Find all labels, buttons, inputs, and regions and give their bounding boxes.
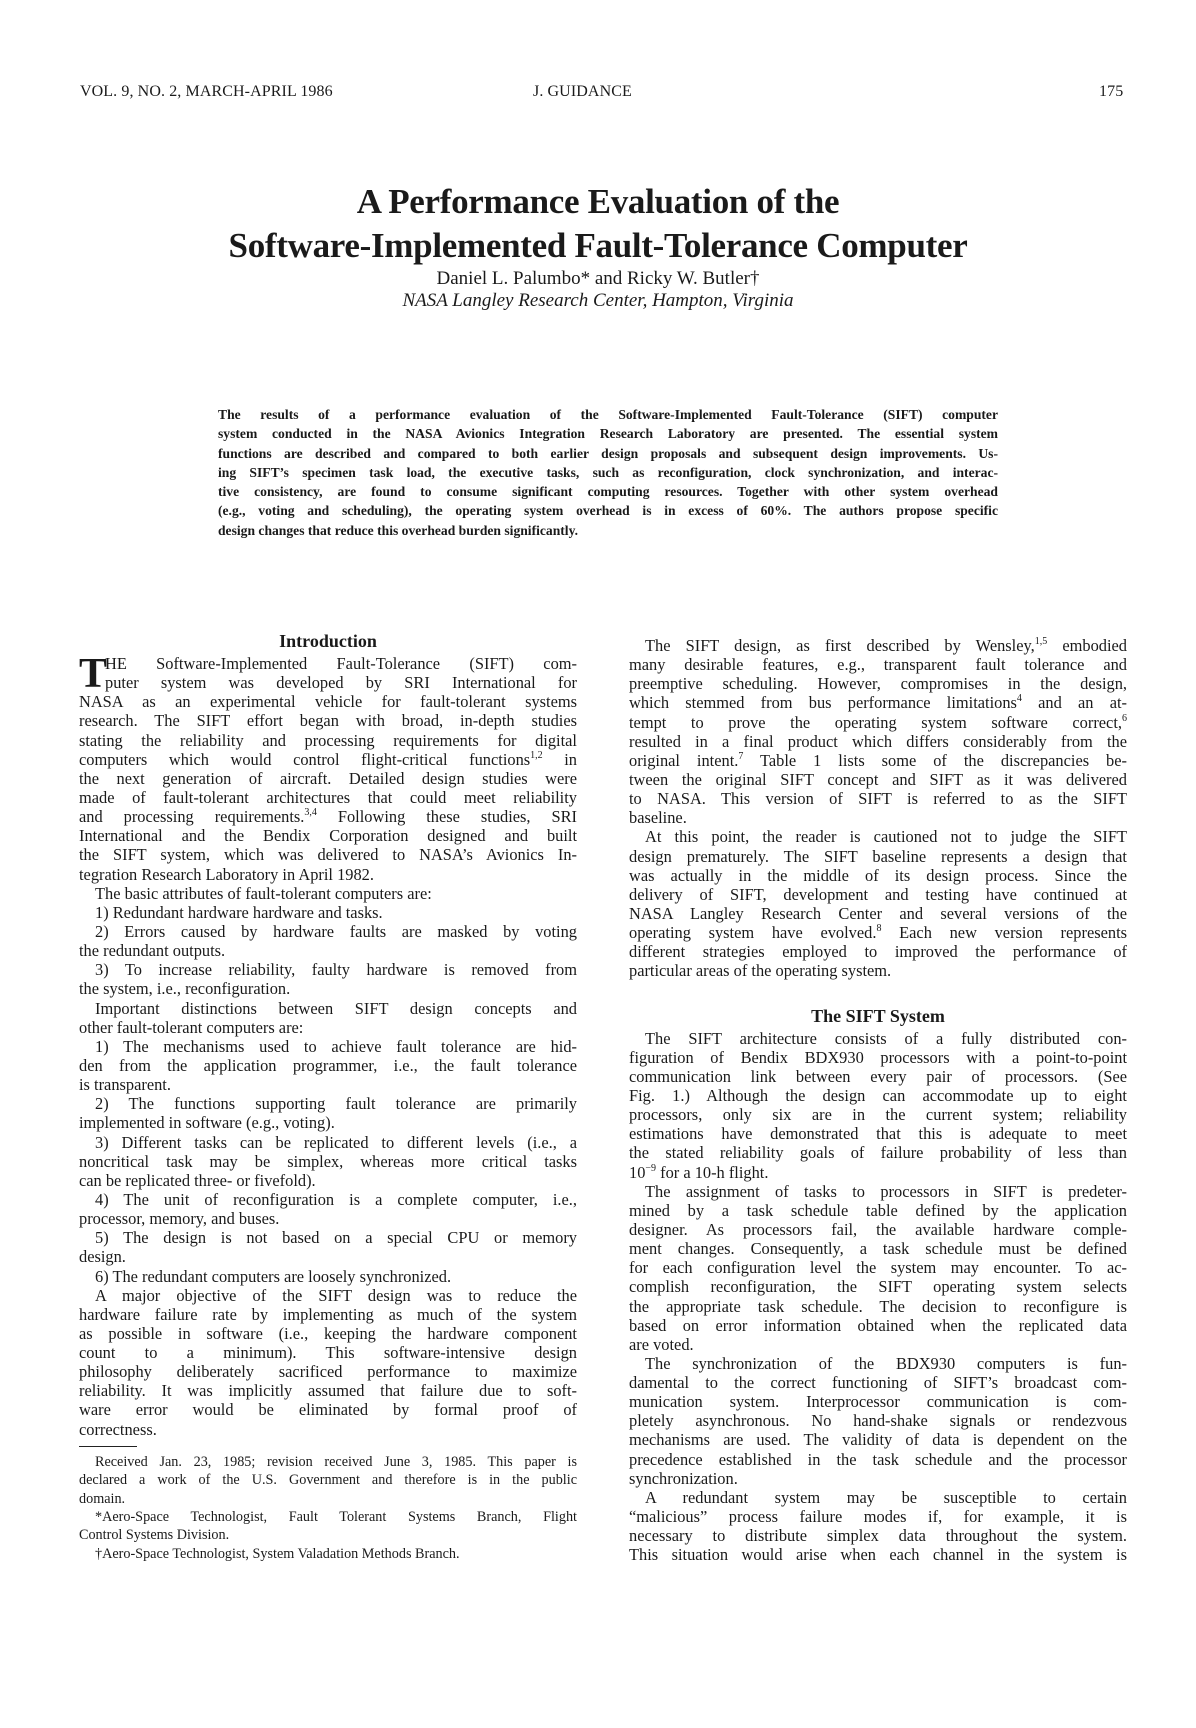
text-line: NASA as an experimental vehicle for fault-tolerant systems xyxy=(79,692,577,712)
text-line: complish reconfiguration, the SIFT operating system selects xyxy=(629,1277,1127,1297)
text-run: in xyxy=(542,749,577,769)
footnote-line: declared a work of the U.S. Government and therefore is in the public xyxy=(79,1472,577,1489)
text-line: A redundant system may be susceptible to certain xyxy=(645,1487,1127,1507)
intro-paragraph xyxy=(79,651,577,697)
text-line: NASA Langley Research Center and several versions of the xyxy=(629,903,1127,923)
text-line: the stated reliability goals of failure probability of less than xyxy=(629,1143,1127,1163)
footnote-line: *Aero-Space Technologist, Fault Tolerant Systems Branch, Flight xyxy=(95,1508,577,1525)
text-line: tween the original SIFT concept and SIFT as it was delivered xyxy=(629,769,1127,789)
text-line: Fig. 1.) Although the design can accommodate up to eight xyxy=(629,1085,1127,1105)
abstract-line: functions are described and compared to both earlier design proposals and subsequent design improvements. Us- xyxy=(218,445,998,461)
text-line: is transparent. xyxy=(79,1075,171,1095)
abstract-line: design changes that reduce this overhead burden significantly. xyxy=(218,522,579,538)
text-line: the SIFT system, which was delivered to NASA’s Avionics In- xyxy=(79,845,577,865)
text-line: designer. As processors fail, the available hardware comple- xyxy=(629,1219,1127,1239)
list-item: 3) Different tasks can be replicated to different levels (i.e., a xyxy=(95,1132,577,1152)
list-item: 1) The mechanisms used to achieve fault tolerance are hid- xyxy=(95,1036,577,1056)
text-line: are voted. xyxy=(629,1334,694,1354)
footnote-line: Received Jan. 23, 1985; revision received June 3, 1985. This paper is xyxy=(95,1453,577,1470)
right-column xyxy=(629,636,1127,1564)
text-line: other fault-tolerant computers are: xyxy=(79,1017,304,1037)
abstract-line: tive consistency, are found to consume significant computing resources. Together with other system overhead xyxy=(218,484,998,500)
citation: 6 xyxy=(1122,712,1127,724)
running-head-volume: VOL. 9, NO. 2, MARCH-APRIL 1986 xyxy=(80,83,333,100)
text-line: HE Software-Implemented Fault-Tolerance (SIFT) com- xyxy=(105,654,577,673)
list-item: 2) The functions supporting fault tolerance are primarily xyxy=(95,1094,577,1114)
text-line xyxy=(629,713,1127,732)
text-line: the appropriate task schedule. The decision to reconfigure is xyxy=(629,1296,1127,1316)
text-line: the next generation of aircraft. Detailed design studies were xyxy=(79,768,577,788)
text-run: computers which would control flight-critical functions xyxy=(79,749,531,769)
text-line: the system, i.e., reconfiguration. xyxy=(79,979,291,999)
text-line: processor, memory, and buses. xyxy=(79,1209,280,1229)
citation: 8 xyxy=(876,923,882,935)
page-number: 175 xyxy=(1099,83,1124,100)
text-line: figuration of Bendix BDX930 processors with a point-to-point xyxy=(629,1047,1127,1067)
text-line: as possible in software (i.e., keeping the hardware component xyxy=(79,1323,577,1343)
running-head-journal: J. GUIDANCE xyxy=(533,83,632,100)
text-line: philosophy deliberately sacrificed performance to maximize xyxy=(79,1362,577,1382)
exponent: −9 xyxy=(645,1162,657,1174)
text-line: den from the application programmer, i.e., the fault tolerance xyxy=(79,1055,577,1075)
text-line: A major objective of the SIFT design was to reduce the xyxy=(95,1285,577,1305)
list-item: 6) The redundant computers are loosely synchronized. xyxy=(95,1266,452,1286)
left-column xyxy=(79,630,577,1563)
title-line-1: A Performance Evaluation of the xyxy=(356,182,840,221)
citation: 1,5 xyxy=(1034,636,1048,647)
citation: 3,4 xyxy=(304,807,317,819)
text-line: necessary to distribute simplex data throughout the system. xyxy=(629,1526,1127,1546)
citation: 1,2 xyxy=(530,749,543,761)
footnotes xyxy=(79,1453,577,1563)
footnote-line: Control Systems Division. xyxy=(79,1527,230,1544)
text-run: tempt to prove the operating system software correct, xyxy=(629,712,1122,732)
text-run: Each new version represents xyxy=(881,923,1127,943)
text-line: The SIFT architecture consists of a fully distributed con- xyxy=(645,1028,1127,1048)
drop-cap: T xyxy=(79,651,108,697)
citation: 4 xyxy=(1016,693,1022,705)
list-item: 2) Errors caused by hardware faults are masked by voting xyxy=(95,921,577,941)
text-line: precedence established in the task schedule and the processor xyxy=(629,1449,1127,1469)
text-line: the redundant outputs. xyxy=(79,941,226,961)
footnote-divider xyxy=(79,1446,137,1447)
text-line xyxy=(79,750,577,769)
text-line: The basic attributes of fault-tolerant computers are: xyxy=(95,883,432,903)
text-line: resulted in a final product which differs considerably from the xyxy=(629,731,1127,751)
text-line: puter system was developed by SRI International for xyxy=(105,673,577,693)
text-line: preemptive scheduling. However, compromises in the design, xyxy=(629,674,1127,694)
text-line: estimations have demonstrated that this is adequate to meet xyxy=(629,1124,1127,1144)
text-line: correctness. xyxy=(79,1419,157,1439)
spacer xyxy=(629,981,1127,1005)
affiliation: NASA Langley Research Center, Hampton, Virginia xyxy=(402,290,794,311)
text-line: hardware failure rate by implementing as much of the system xyxy=(79,1304,577,1324)
text-line: based on error information obtained when the replicated data xyxy=(629,1315,1127,1335)
section-heading-sift-system: The SIFT System xyxy=(811,1005,945,1026)
abstract-line: ing SIFT’s specimen task load, the executive tasks, such as reconfiguration, clock synchronization, and interac- xyxy=(218,464,998,480)
list-item: 5) The design is not based on a special CPU or memory xyxy=(95,1228,577,1248)
text-line: mechanisms are used. The validity of data is dependent on the xyxy=(629,1430,1127,1450)
paper-title xyxy=(0,180,1196,268)
text-line: The assignment of tasks to processors in SIFT is predeter- xyxy=(645,1181,1127,1201)
text-line: delivery of SIFT, development and testing have continued at xyxy=(629,884,1127,904)
text-line: many desirable features, e.g., transparent fault tolerance and xyxy=(629,655,1127,675)
text-line xyxy=(629,636,1127,655)
text-run: 10 xyxy=(629,1162,646,1182)
text-run: and an at- xyxy=(1021,693,1127,713)
abstract xyxy=(218,405,998,540)
text-run: original intent. xyxy=(629,750,739,770)
title-line-2: Software-Implemented Fault-Tolerance Computer xyxy=(228,226,968,265)
text-line: tegration Research Laboratory in April 1982. xyxy=(79,864,374,884)
text-line xyxy=(629,1163,1127,1182)
citation: 7 xyxy=(738,750,744,762)
text-line: synchronization. xyxy=(629,1468,738,1488)
section-heading-introduction: Introduction xyxy=(279,631,377,651)
abstract-line: (e.g., voting and scheduling), the operating system overhead is in excess of 60%. The authors propose specific xyxy=(218,503,998,519)
text-line: baseline. xyxy=(629,808,687,828)
text-line xyxy=(79,807,577,826)
text-line: design prematurely. The SIFT baseline represents a design that xyxy=(629,846,1127,866)
text-line: stating the reliability and processing requirements for digital xyxy=(79,730,577,750)
text-line: processors, only six are in the current system; reliability xyxy=(629,1105,1127,1125)
text-line: particular areas of the operating system. xyxy=(629,961,892,981)
text-line: to NASA. This version of SIFT is referred to as the SIFT xyxy=(629,789,1127,809)
list-item: 1) Redundant hardware hardware and tasks. xyxy=(95,902,383,922)
text-line: ment changes. Consequently, a task schedule must be defined xyxy=(629,1239,1127,1259)
text-line: The synchronization of the BDX930 computers is fun- xyxy=(645,1353,1127,1373)
authors: Daniel L. Palumbo* and Ricky W. Butler† xyxy=(436,268,760,289)
text-line: noncritical task may be simplex, whereas more critical tasks xyxy=(79,1151,577,1171)
text-run: which stemmed from bus performance limitations xyxy=(629,693,1017,713)
text-line: reliability. It was implicitly assumed that failure due to soft- xyxy=(79,1381,577,1401)
text-line xyxy=(629,751,1127,770)
text-run: Following these studies, SRI xyxy=(316,807,577,827)
text-line: design. xyxy=(79,1247,126,1267)
text-run: for a 10-h flight. xyxy=(656,1162,769,1182)
text-line: ware error would be eliminated by formal proof of xyxy=(79,1400,577,1420)
text-line: munication system. Interprocessor communication is com- xyxy=(629,1392,1127,1412)
abstract-line: system conducted in the NASA Avionics Integration Research Laboratory are presented. The essential system xyxy=(218,426,998,442)
text-run: and processing requirements. xyxy=(79,807,305,827)
text-run: operating system have evolved. xyxy=(629,923,877,943)
text-line: implemented in software (e.g., voting). xyxy=(79,1113,335,1133)
text-line: research. The SIFT effort began with broad, in-depth studies xyxy=(79,711,577,731)
text-line: for each configuration level the system may encounter. To ac- xyxy=(629,1258,1127,1278)
text-line: pletely asynchronous. No hand-shake signals or rendezvous xyxy=(629,1411,1127,1431)
text-line: count to a minimum). This software-intensive design xyxy=(79,1343,577,1363)
text-line xyxy=(629,923,1127,942)
list-item: 3) To increase reliability, faulty hardware is removed from xyxy=(95,960,577,980)
text-line: Important distinctions between SIFT design concepts and xyxy=(95,998,577,1018)
text-line: At this point, the reader is cautioned not to judge the SIFT xyxy=(645,827,1127,847)
text-line: communication link between every pair of processors. (See xyxy=(629,1066,1127,1086)
text-line: mined by a task schedule table defined by the application xyxy=(629,1200,1127,1220)
text-line: was actually in the middle of its design process. Since the xyxy=(629,865,1127,885)
text-line: can be replicated three- or fivefold). xyxy=(79,1170,316,1190)
text-run: The SIFT design, as first described by Wensley, xyxy=(645,636,1035,655)
text-line xyxy=(629,693,1127,712)
footnote-line: †Aero-Space Technologist, System Valadation Methods Branch. xyxy=(95,1545,460,1562)
text-line: different strategies employed to improved the performance of xyxy=(629,942,1127,962)
text-run: embodied xyxy=(1047,636,1128,655)
footnote-line: domain. xyxy=(79,1490,126,1507)
text-line: International and the Bendix Corporation designed and built xyxy=(79,826,577,846)
abstract-line: The results of a performance evaluation of the Software-Implemented Fault-Tolerance (SIFT) computer xyxy=(218,407,998,422)
text-run: Table 1 lists some of the discrepancies be- xyxy=(743,750,1127,770)
text-line: “malicious” process failure modes if, for example, it is xyxy=(629,1507,1127,1527)
text-line: damental to the correct functioning of SIFT’s broadcast com- xyxy=(629,1373,1127,1393)
list-item: 4) The unit of reconfiguration is a complete computer, i.e., xyxy=(95,1189,577,1209)
text-line: made of fault-tolerant architectures that could meet reliability xyxy=(79,787,577,807)
text-line: This situation would arise when each channel in the system is xyxy=(629,1545,1127,1565)
